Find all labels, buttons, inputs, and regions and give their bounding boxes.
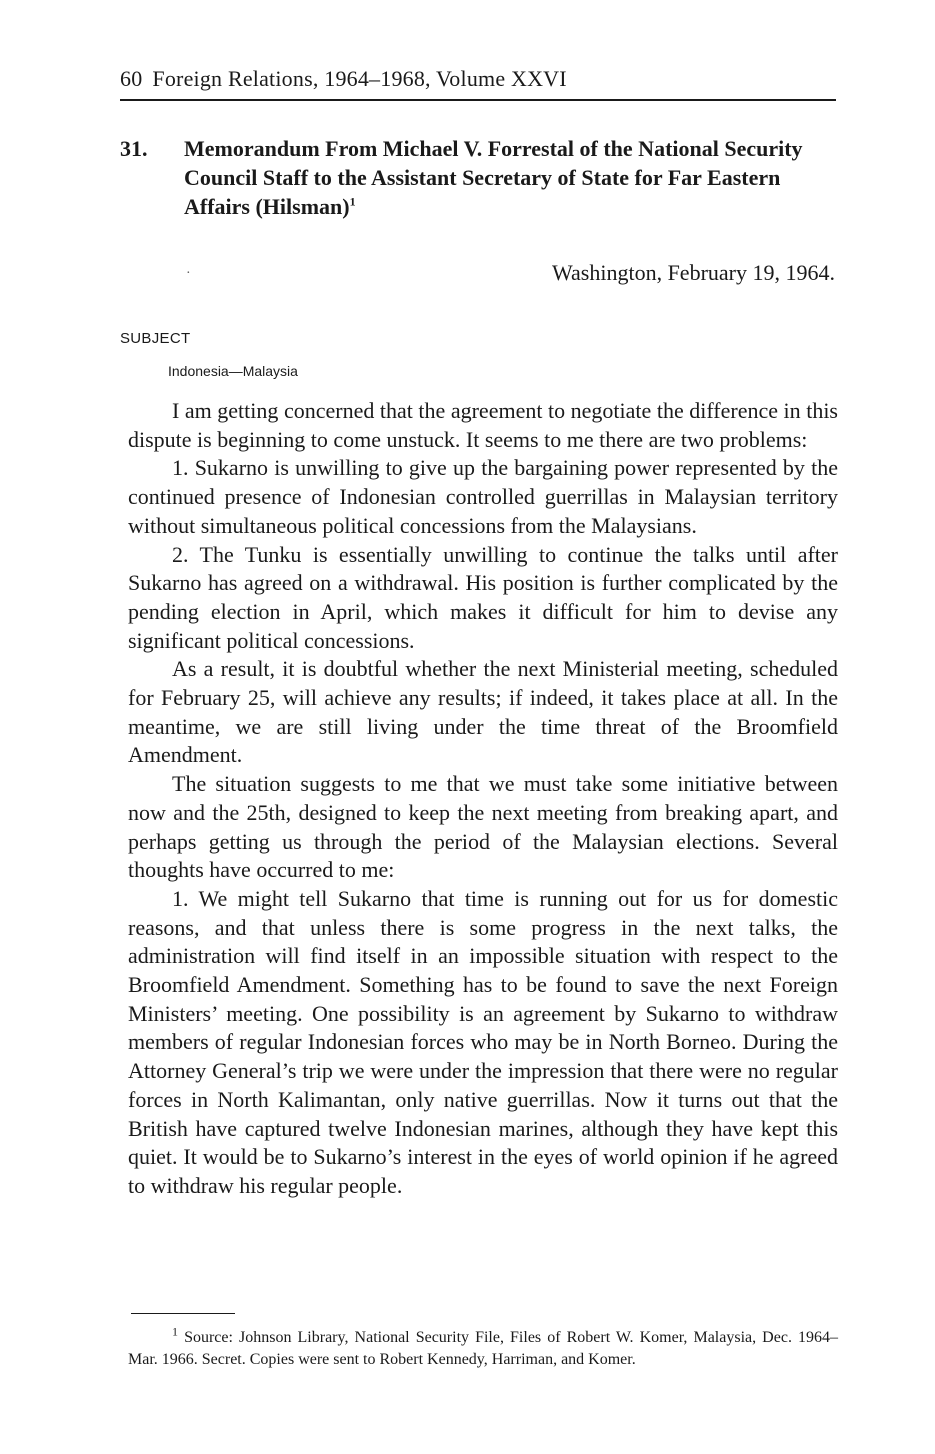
body-paragraph: 1. Sukarno is unwilling to give up the bargaining power represented by the continued presence of Indonesian controlled guerrillas in Malaysian territory without simultaneous political concessions from the Malaysians. <box>128 455 838 538</box>
memo-body <box>128 397 838 1201</box>
body-paragraph: The situation suggests to me that we must take some initiative between now and the 25th, designed to keep the next meeting from breaking apart, and perhaps getting us through the period of the Malaysian elections. Several thoughts have occurred to me: <box>128 771 838 883</box>
body-paragraph: As a result, it is doubtful whether the next Ministerial meeting, scheduled for February 25, will achieve any results; if indeed, it takes place at all. In the meantime, we are still living under the time threat of the Broomfield Amendment. <box>128 656 838 768</box>
footnote <box>128 1324 839 1371</box>
stray-mark: · <box>186 266 191 281</box>
body-paragraph: I am getting concerned that the agreement to negotiate the difference in this dispute is beginning to come unstuck. It seems to me there are two problems: <box>128 398 838 452</box>
document-number: 31. <box>120 136 148 161</box>
subject-value: Indonesia—Malaysia <box>168 363 298 379</box>
page-number: 60 <box>120 66 143 91</box>
document-title <box>184 134 834 221</box>
footnote-reference: 1 <box>349 194 356 209</box>
footnote-marker: 1 <box>172 1324 178 1339</box>
body-paragraph: 1. We might tell Sukarno that time is running out for us for domestic reasons, and that unless there is some progress in the next talks, the administration will find itself in an impossible situation with respect to the Broomfield Amendment. Something has to be found to save the next Foreign Ministers’ meeting. One possibility is an agreement by Sukarno to withdraw members of regular Indonesian forces who may be in North Borneo. During the Attorney General’s trip we were under the impression that there were no regular forces in North Kalimantan, only native guerrillas. Now it turns out that the British have captured twelve Indonesian marines, although they have kept this quiet. It would be to Sukarno’s interest in the eyes of world opinion if he agreed to withdraw his regular people. <box>128 885 838 1198</box>
document-title-text: Memorandum From Michael V. Forrestal of the National Security Council Staff to the Assistant Secretary of State for Far Eastern Affairs (Hilsman) <box>184 136 803 219</box>
volume-title: Foreign Relations, 1964–1968, Volume XXVI <box>152 66 567 91</box>
subject-label: SUBJECT <box>120 330 191 347</box>
footnote-rule <box>131 1313 235 1314</box>
body-paragraph: 2. The Tunku is essentially unwilling to continue the talks until after Sukarno has agreed on a withdrawal. His position is further complicated by the pending election in April, which makes it difficult for him to devise any significant political concessions. <box>128 541 838 653</box>
footnote-text: Source: Johnson Library, National Security File, Files of Robert W. Komer, Malaysia, Dec. 1964–Mar. 1966. Secret. Copies were sent to Robert Kennedy, Harriman, and Komer. <box>128 1329 839 1368</box>
running-head <box>120 66 836 92</box>
header-rule <box>120 99 836 101</box>
dateline: Washington, February 19, 1964. <box>552 260 835 285</box>
